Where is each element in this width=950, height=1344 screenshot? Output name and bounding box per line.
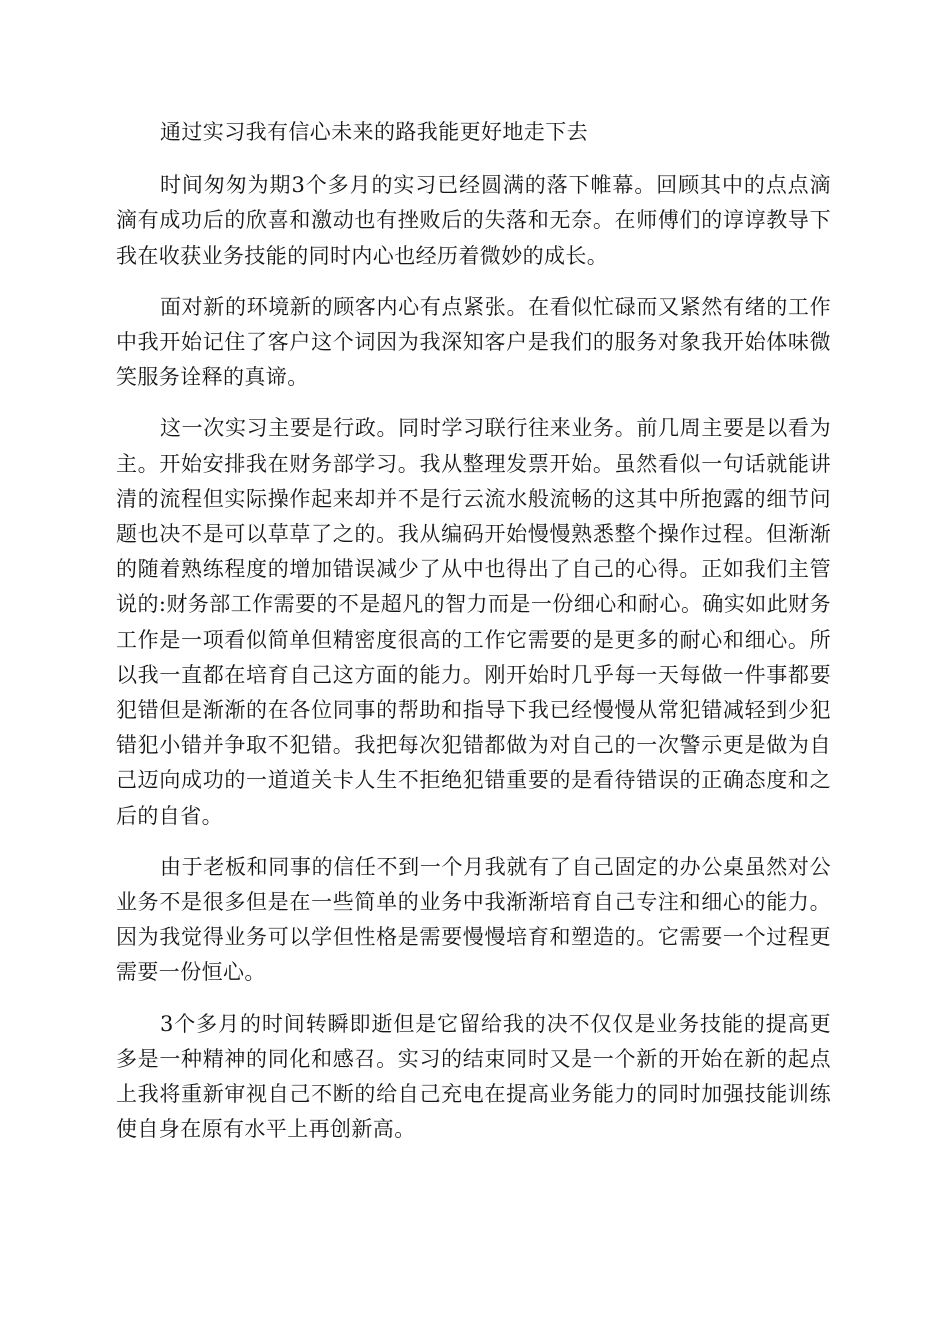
paragraph-2: 面对新的环境新的顾客内心有点紧张。在看似忙碌而又紧然有绪的工作中我开始记住了客户这个词因为我深知客户是我们的服务对象我开始体味微笑服务诠释的真谛。 [116, 294, 831, 390]
paragraph-4: 由于老板和同事的信任不到一个月我就有了自己固定的办公桌虽然对公业务不是很多但是在一些简单的业务中我渐渐培育自己专注和细心的能力。因为我觉得业务可以学但性格是需要慢慢培育和塑造的。它需要一个过程更需要一份恒心。 [116, 854, 831, 985]
paragraph-3: 这一次实习主要是行政。同时学习联行往来业务。前几周主要是以看为主。开始安排我在财务部学习。我从整理发票开始。虽然看似一句话就能讲清的流程但实际操作起来却并不是行云流水般流畅的这其中所抱露的细节问题也决不是可以草草了之的。我从编码开始慢慢熟悉整个操作过程。但渐渐的随着熟练程度的增加错误减少了从中也得出了自己的心得。正如我们主管说的:财务部工作需要的不是超凡的智力而是一份细心和耐心。确实如此财务工作是一项看似简单但精密度很高的工作它需要的是更多的耐心和细心。所以我一直都在培育自己这方面的能力。刚开始时几乎每一天每做一件事都要犯错但是渐渐的在各位同事的帮助和指导下我已经慢慢从常犯错减轻到少犯错犯小错并争取不犯错。我把每次犯错都做为对自己的一次警示更是做为自己迈向成功的一道道关卡人生不拒绝犯错重要的是看待错误的正确态度和之后的自省。 [116, 416, 831, 828]
paragraph-1: 时间匆匆为期3个多月的实习已经圆满的落下帷幕。回顾其中的点点滴滴有成功后的欣喜和激动也有挫败后的失落和无奈。在师傅们的谆谆教导下我在收获业务技能的同时内心也经历着微妙的成长。 [116, 173, 831, 268]
paragraph-5: 3个多月的时间转瞬即逝但是它留给我的决不仅仅是业务技能的提高更多是一种精神的同化和感召。实习的结束同时又是一个新的开始在新的起点上我将重新审视自己不断的给自己充电在提高业务能力的同时加强技能训练使自身在原有水平上再创新高。 [116, 1011, 831, 1142]
document-title: 通过实习我有信心未来的路我能更好地走下去 [160, 120, 588, 144]
document-body [116, 115, 831, 1163]
